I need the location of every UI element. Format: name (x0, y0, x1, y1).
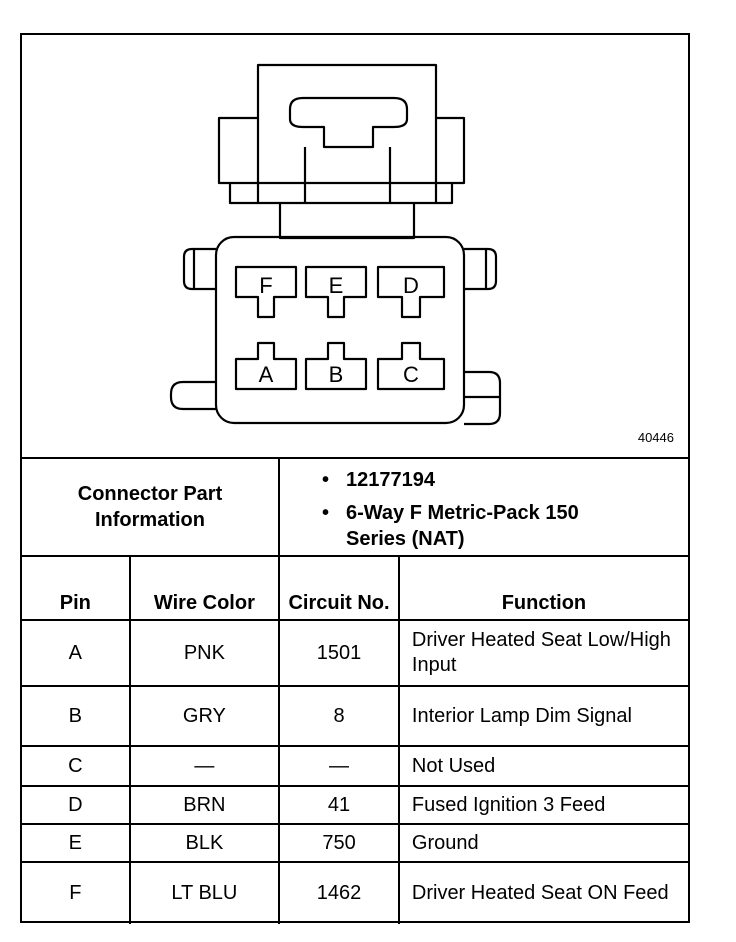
latch-housing (219, 65, 464, 183)
wire-color-cell: GRY (130, 686, 280, 746)
pin-label-e: E (328, 273, 344, 298)
circuit-cell: 41 (279, 786, 399, 824)
pin-cell: C (22, 746, 130, 786)
left-ear-bottom (171, 382, 216, 409)
function-cell: Not Used (399, 746, 688, 786)
table-row (22, 786, 688, 824)
header-pin: Pin (22, 557, 130, 620)
figure-number: 40446 (637, 430, 674, 445)
circuit-cell: — (279, 746, 399, 786)
wire-color-cell: BRN (130, 786, 280, 824)
circuit-cell: 1501 (279, 620, 399, 686)
pin-cell: E (22, 824, 130, 862)
table-row (22, 620, 688, 686)
pin-cell: F (22, 862, 130, 924)
pinout-table (22, 557, 688, 924)
function-cell: Ground (399, 824, 688, 862)
connector-diagram (22, 35, 688, 457)
table-row (22, 746, 688, 786)
header-wire-color: Wire Color (130, 557, 280, 620)
table-header-row (22, 557, 688, 620)
pin-label-d: D (403, 273, 419, 298)
table-row (22, 686, 688, 746)
pin-label-b: B (328, 362, 344, 387)
right-ear-top (464, 249, 496, 289)
part-number: • 12177194 (322, 467, 616, 493)
pin-label-c: C (403, 362, 419, 387)
circuit-cell: 1462 (279, 862, 399, 924)
function-cell: Driver Heated Seat ON Feed (399, 862, 688, 924)
header-function: Function (399, 557, 688, 620)
pin-cell: B (22, 686, 130, 746)
table-row (22, 824, 688, 862)
header-circuit-no: Circuit No. (279, 557, 399, 620)
pin-label-a: A (258, 362, 274, 387)
wire-color-cell: PNK (130, 620, 280, 686)
left-ear-top (184, 249, 216, 289)
pin-label-f: F (259, 273, 273, 298)
connector-body (216, 237, 464, 423)
connector-description: • 6-Way F Metric-Pack 150 Series (NAT) (322, 500, 616, 552)
connector-sheet (20, 33, 690, 923)
function-cell: Fused Ignition 3 Feed (399, 786, 688, 824)
table-row (22, 862, 688, 924)
connector-info-list (322, 467, 616, 552)
wire-color-cell: BLK (130, 824, 280, 862)
circuit-cell: 8 (279, 686, 399, 746)
pin-cell: D (22, 786, 130, 824)
connector-info (22, 457, 688, 557)
wire-color-cell: LT BLU (130, 862, 280, 924)
function-cell: Driver Heated Seat Low/High Input (399, 620, 688, 686)
circuit-cell: 750 (279, 824, 399, 862)
wire-color-cell: — (130, 746, 280, 786)
connector-info-title: Connector Part Information (22, 459, 280, 555)
shoulder-band (230, 182, 452, 203)
latch-opening (290, 98, 407, 147)
connector-drawing (22, 35, 688, 457)
pin-cell: A (22, 620, 130, 686)
function-cell: Interior Lamp Dim Signal (399, 686, 688, 746)
